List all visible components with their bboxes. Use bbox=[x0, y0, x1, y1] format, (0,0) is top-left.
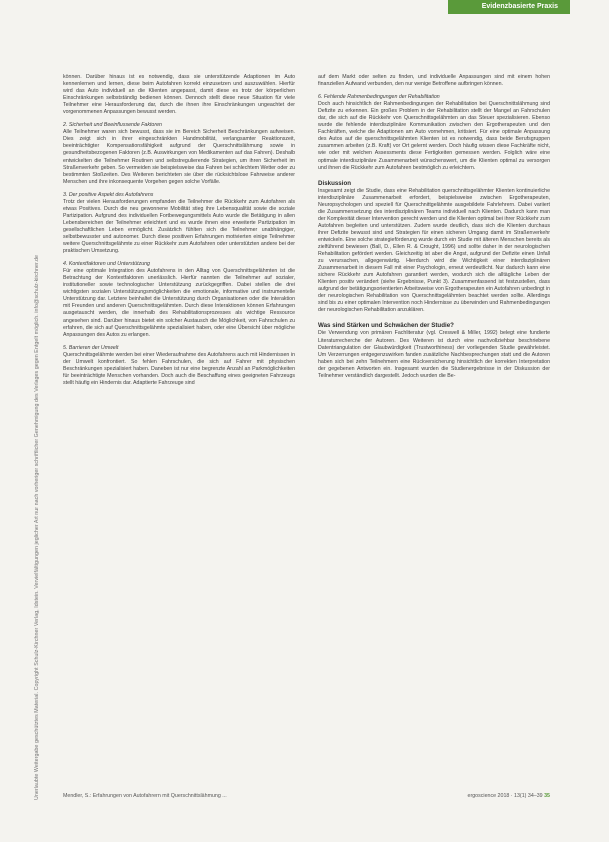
page-number: 35 bbox=[544, 793, 550, 799]
journal-info: ergoscience 2018 · 13(1) 34–39 bbox=[467, 793, 543, 799]
paragraph: Für eine optimale Integration des Autofahrens in den Alltag von Querschnittsgelähmten ist die Betrachtung der Kontextfaktoren unerlässlich. Hierfür nannten die Teilnehmer auf sozialer, institutioneller sowie technologischer Unterstützung zurückgegriffen. Dabei stellen die drei wichtigsten sozialen Unterstützungsmöglichkeiten die emotionale, informative und instrumentelle Unterstützung dar. Letztere beinhaltet die Unterstützung durch Organisationen oder die Interaktion mit Freunden und anderen Querschnittsgelähmten. Durch diese Interaktionen können Erfahrungen ausgetauscht werden, die innerhalb des Rehabilitationsprozesses als wichtige Ressource angesehen sind. Darüber hinaus bietet ein solcher Austausch die Möglichkeit, von Fahrschulen zu erfahren, die sich auf Querschnittsgelähmte spezialisiert haben, oder eine Übersicht über mögliche Anpassungen des Autos zu erlangen. bbox=[63, 268, 295, 338]
section-tab: Evidenzbasierte Praxis bbox=[448, 0, 570, 14]
paragraph: Die Verwendung von primären Fachliteratur (vgl. Creswell & Miller, 1992) belegt eine fundierte Literaturrecherche der Autoren. Des Weiteren ist durch eine nachvollziehbar beschriebene Datentriangulation der Glaubwürdigkeit (Trustworthiness) der vorliegenden Studie gewährleistet. Um Verzerrungen entgegenzuwirken fanden zusätzliche Nachbesprechungen statt und die Autoren haben sich bei zehn Teilnehmern eine Rückversicherung hinsichtlich der korrekten Interpretation der gegebenen Antworten ein. Insgesamt wurden die Studienergebnisse in der Diskussion der Teilnehmer verständlich dargestellt. Jedoch wurden die Be- bbox=[318, 330, 550, 379]
paragraph: Insgesamt zeigt die Studie, dass eine Rehabilitation querschnittsgelähmter Klienten kontinuierliche interdisziplinäre Zusammenarbeit erfordert, beispielsweise zwischen Ergotherapeuten, Neuropsychologen und speziell für Querschnittgelähmte ausgebildete Fahrlehrern. Dabei variiert die Zusammensetzung des interdisziplinären Teams individuell nach Klienten. Dadurch kann man der Komplexität dieser Intervention gerecht werden und die Klienten optimal bei ihrer Rückkehr zum Autofahren begleiten und unterstützen. Zudem wurde deutlich, dass sich die Klienten durchaus ihrer Defizite bewusst sind und Strategien für einen sicheren Umgang damit im Straßenverkehr entwickeln. Eine solche strategieförderung wurde durch ein Studie mit älteren Menschen bereits als zielführend bewiesen (Ball, D., Ellen R. & Crought, 1996) und sollte daher in der neurologischen Rehabilitation gefördert werden. Gleichzeitig ist aber die Angst, aufgrund der Defizite einen Unfall zu verursachen, allgegenwärtig. Hierdurch wird die Wichtigkeit einer interdisziplinären Zusammenarbeit in diesem Fall mit einer Psychologin, erneut verdeutlicht. Nur dadurch kann eine sichere Rückkehr zum Autofahren garantiert werden, wodurch sich die alltägliche Leben der Klienten positiv verändert (siehe Ergebnisse, Punkt 3). Zusammenfassend ist festzustellen, dass aufgrund der betätigungsorientierten Arbeitsweise von Ergotherapeuten ein Autofahren unbedingt in der neurologischen Rehabilitation von Querschnittsgelähmten beachtet werden sollte. Allerdings sind bis zu einer optimalen Intervention noch Hindernisse zu überwinden und Rahmenbedingungen der neurologischen Rehabilitation anzuklären. bbox=[318, 187, 550, 314]
paragraph: Doch auch hinsichtlich der Rahmenbedingungen der Rehabilitation bei Querschnittslähmung sind Defizite zu erkennen. Ein großes Problem in der Rehabilitation stellt der Mangel an Fahrschulen dar, die sich auf die Rückkehr von Querschnittsgelähmten an das Steuer spezialisieren. Ebenso wurde die fehlende interdisziplinäre Kommunikation zwischen den Ergotherapeuten und den Fachkräften, welche die Adaptionen am Auto vornehmen, kritisiert. Für eine optimale Anpassung des Autos auf die querschnittsgelähmten Klienten ist es notwendig, dass beide Berufsgruppen zusammen arbeiten (z.B. Kraft) vor Ort gelernt werden. Doch häufig wissen diese Fachkräfte nicht, wie oder mit welchen Assessments diese Fertigkeiten gemessen werden. Folglich wäre eine optimale interdisziplinäre Zusammenarbeit wünschenswert, um die Klienten optimal zu versorgen und ihnen die Rückkehr zum Autofahren bestmöglich zu erleichtern. bbox=[318, 101, 550, 171]
right-column bbox=[318, 74, 550, 380]
subsection-heading: 6. Fehlende Rahmenbedingungen der Rehabilitation bbox=[318, 94, 440, 101]
footer-citation: Mendler, S.: Erfahrungen von Autofahrern mit Querschnittslähmung ... bbox=[63, 793, 227, 799]
subsection-heading: 2. Sicherheit und Beeinflussende Faktoren bbox=[63, 122, 162, 129]
subsection-heading: 4. Kontextfaktoren und Unterstützung bbox=[63, 261, 150, 268]
paragraph: Querschnittsgelähmte werden bei einer Wiederaufnahme des Autofahrens auch mit Hindernissen in der Umwelt konfrontiert. So fehlen Fahrschulen, die sich auf Fahrer mit physischen Beschränkungen spezialisiert haben. Daneben ist nur eine begrenzte Anzahl an Parkmöglichkeiten für beeinträchtigte Menschen vorhanden. Doch auch die Beschaffung eines geeigneten Fahrzeugs stellt häufig ein Hindernis dar. Adaptierte Fahrzeuge sind bbox=[63, 351, 295, 386]
copyright-text: Unerlaubte Weitergabe geschütztes Material. Copyright Schulz-Kirchner Verlag, Idstein. Vervielfältigungen jeglicher Art nur nach vorheriger schriftlicher Genehmigung des Verlages gegen Entgelt möglich. info@schulz-kirchner.de bbox=[34, 254, 40, 800]
section-heading-diskussion: Diskussion bbox=[318, 179, 352, 187]
paragraph: auf dem Markt oder selten zu finden, und individuelle Anpassungen sind mit einem hohen finanziellen Aufwand verbunden, den nur wenige Betroffene aufbringen können. bbox=[318, 74, 550, 88]
subsection-heading: 5. Barrieren der Umwelt bbox=[63, 344, 119, 351]
section-heading-staerken: Was sind Stärken und Schwächen der Studie? bbox=[318, 322, 454, 330]
left-column bbox=[63, 74, 295, 387]
paragraph: Alle Teilnehmer waren sich bewusst, dass sie im Bereich Sicherheit Beschränkungen aufweisen. Dies zeigt sich in ihrer eingeschränkten Handmobilität, verlangsamter Reaktionszeit, beeinträchtigter Kompensationsfähigkeit aufgrund der Querschnittslähmung sowie in gesundheitsbezogenen Faktoren (z.B. Auswirkungen von Medikamenten auf das Fahren). Deshalb entwickelten die Teilnehmer Routinen und selbstregulierende Strategien, um ihren Sicherheit im Straßenverkehr geben. So vermeiden sie beispielsweise das Fahren bei schlechtem Wetter oder zu bestimmten Stoßzeiten. Des Weiteren berichteten sie über die rücksichtslose Fahrweise anderer Menschen und ihre inkonsequente Vorgehen gegen solche Vorfälle. bbox=[63, 129, 295, 185]
footer-journal bbox=[318, 793, 550, 799]
paragraph: Trotz der vielen Herausforderungen empfanden die Teilnehmer die Rückkehr zum Autofahren als etwas Positives. Durch die neu gewonnene Mobilität stieg ihre Lebensqualität sowie die soziale Partizipation. Aufgrund des individuellen Fortbewegungsmittels Auto wurde die Betätigung in allen Lebensbereichen der Teilnehmer erleichtert und es wurde ihnen eine erweiterte Partizipation im gesellschaftlichen Leben ermöglicht. Zusätzlich fühlten sich die Teilnehmer unabhängiger, selbstbewusster und autonomer. Durch diese positiven Erfahrungen motivierten einige Teilnehmer weitere Querschnittsgelähmte zu einer Rückkehr zum Autofahren oder unterstützten andere bei der praktischen Umsetzung. bbox=[63, 198, 295, 255]
copyright-side-note bbox=[34, 40, 46, 800]
subsection-heading: 3. Der positive Aspekt des Autofahrens bbox=[63, 191, 154, 198]
paragraph: können. Darüber hinaus ist es notwendig, dass sie unterstützende Adaptionen im Auto kennenlernen und lernen, diese beim Autofahren korrekt einzusetzen und auszuwählen. Hierfür wird das Auto individuell an die Klienten angepasst, damit diese es trotz der körperlichen Einschränkungen selbstständig bedienen können. Dennoch stellt diese neue Situation für viele Teilnehmer eine Herausforderung dar, durch die ihnen ihre Einschränkungen ungeachtet der vorgenommenen Anpassungen bewusst werden. bbox=[63, 74, 295, 116]
